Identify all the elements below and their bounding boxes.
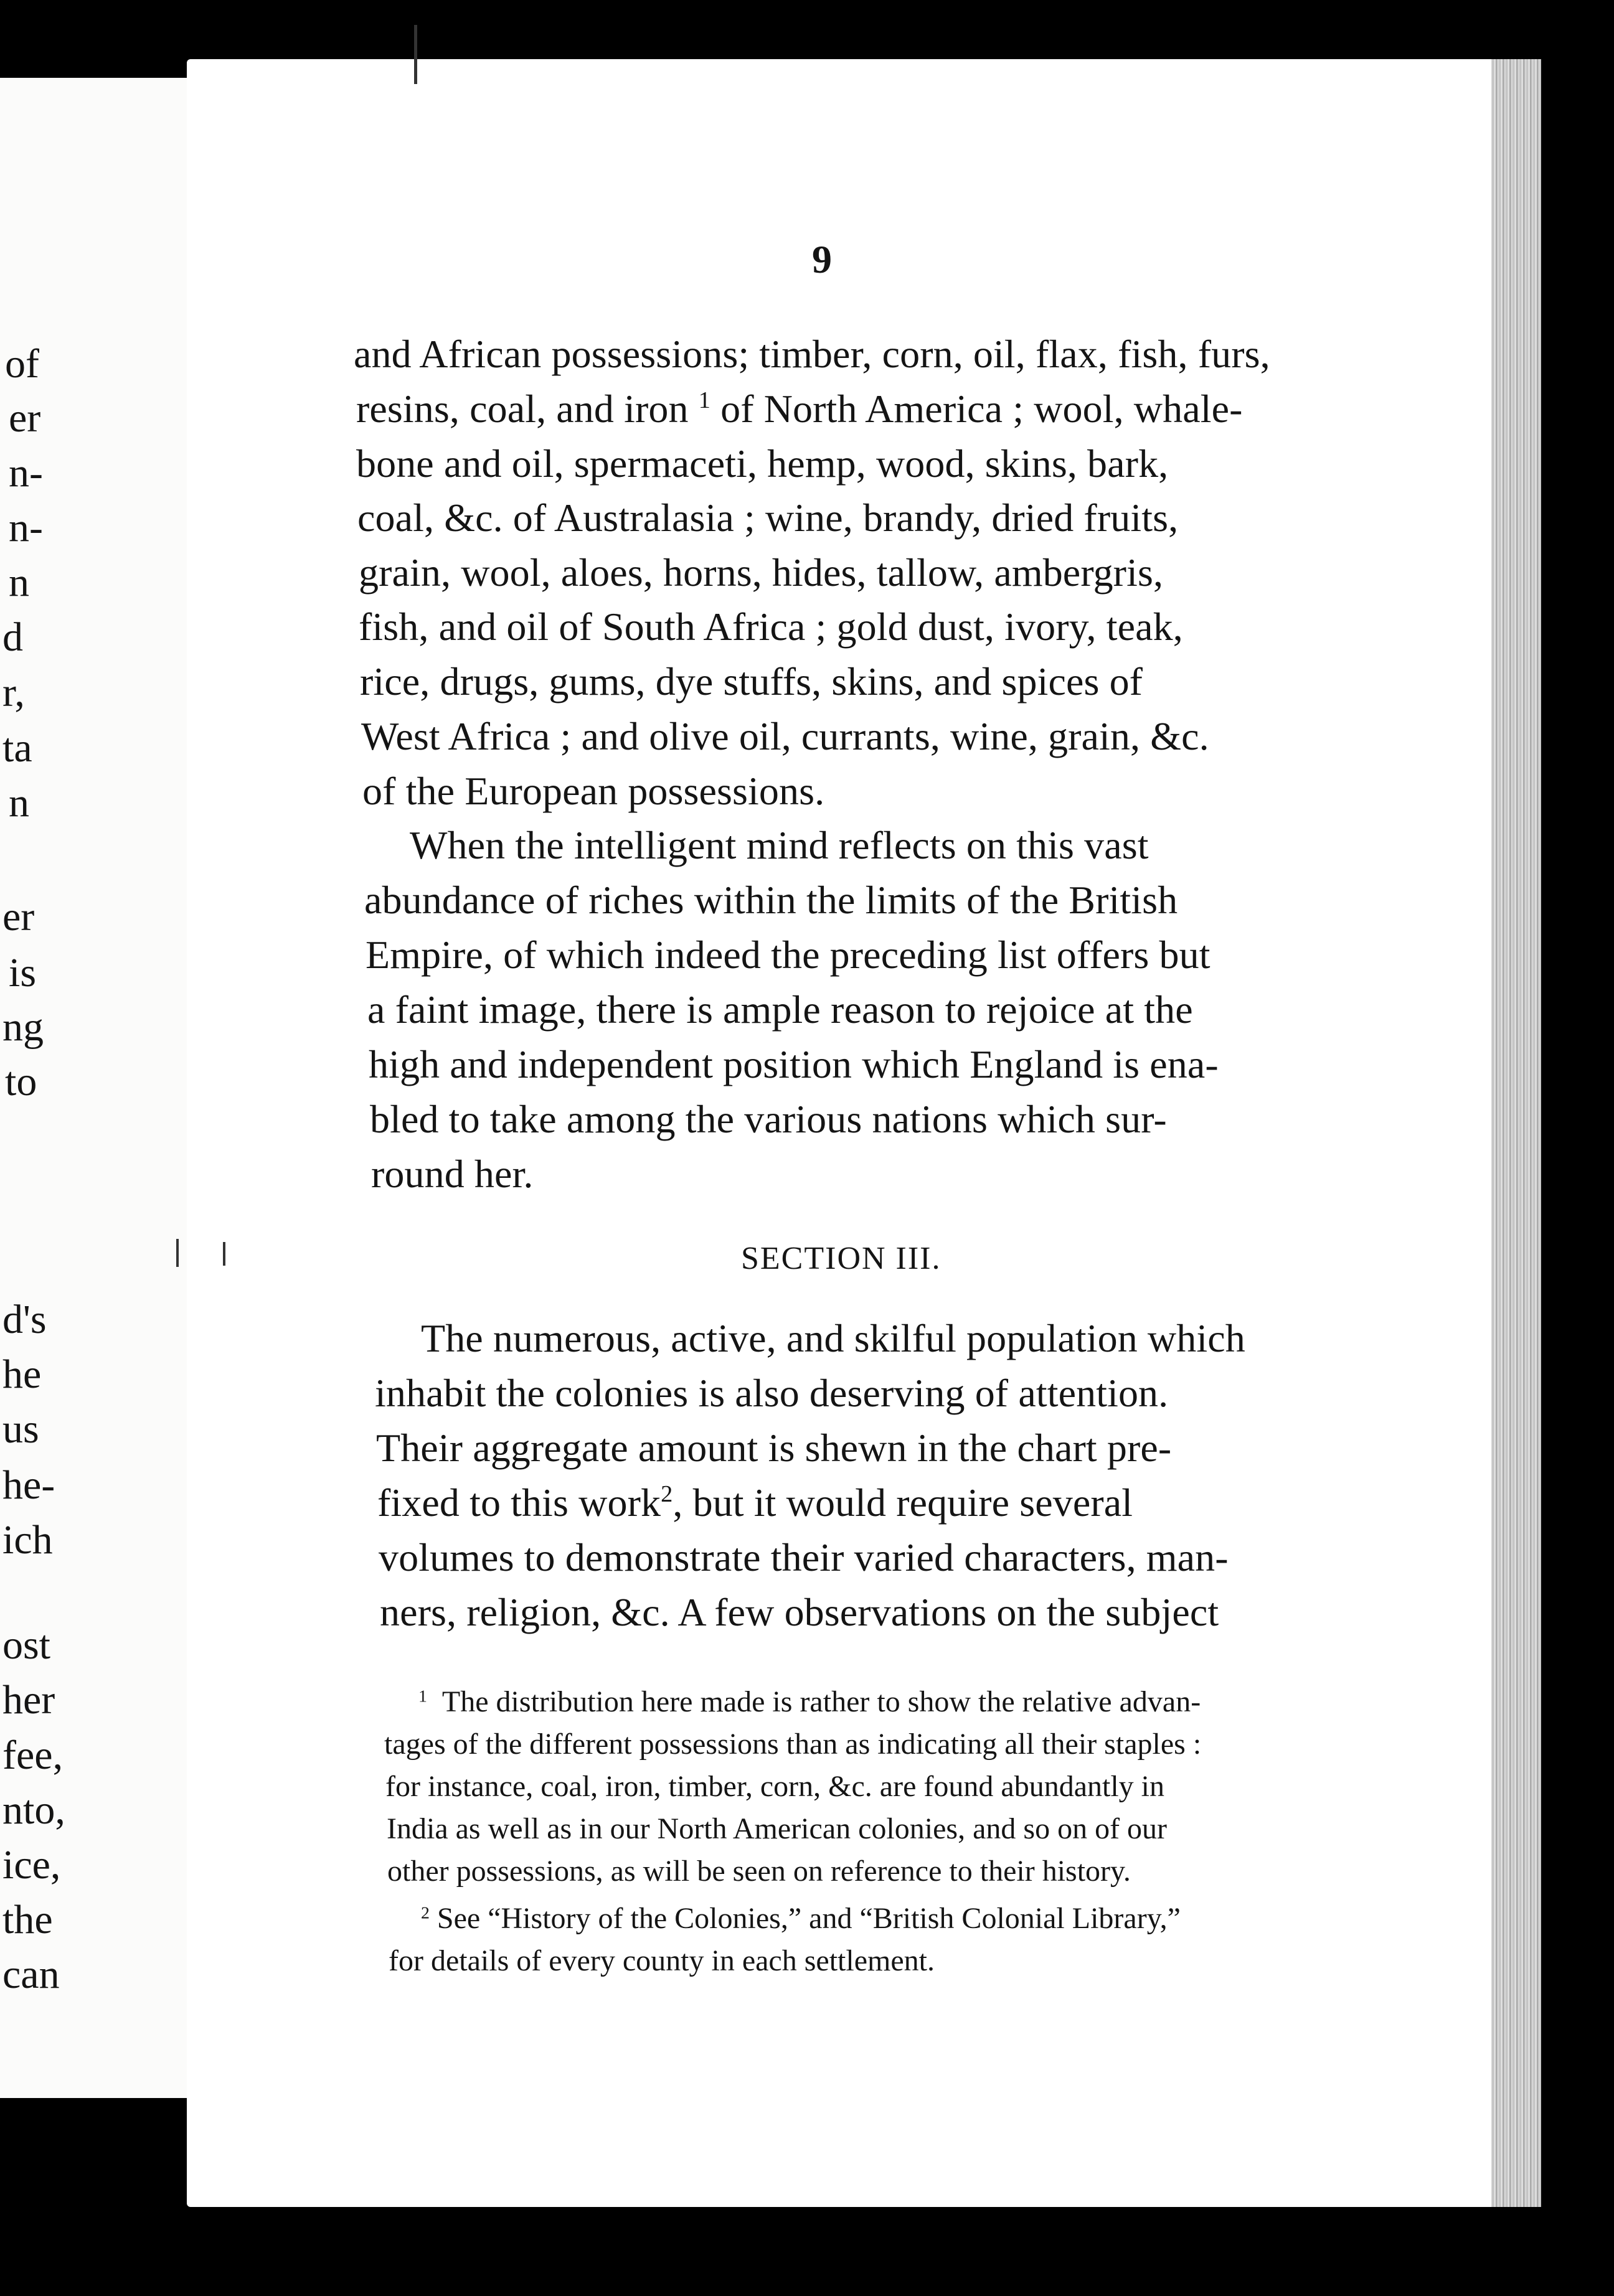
text-line: of the European possessions. xyxy=(362,769,825,813)
left-page-fragment: the xyxy=(2,1897,53,1942)
text-line: fish, and oil of South Africa ; gold dust, ivory, teak, xyxy=(359,605,1183,649)
footnote-ref-1[interactable]: 1 xyxy=(698,387,711,413)
text-line: abundance of riches within the limits of the British xyxy=(364,878,1178,922)
text-line: a faint image, there is ample reason to rejoice at the xyxy=(367,987,1193,1032)
left-page-fragment: nto, xyxy=(2,1787,65,1833)
left-page-fragment: n- xyxy=(9,450,43,496)
text-line: When the intelligent mind reflects on this vast xyxy=(410,823,1149,867)
text-line: Empire, of which indeed the preceding list offers but xyxy=(366,933,1210,977)
footnote-1-line: for instance, coal, iron, timber, corn, &c. are found abundantly in xyxy=(385,1770,1164,1803)
footnote-1-marker: 1 xyxy=(418,1687,427,1706)
text-line: fixed to this work$^2$, but it would require several xyxy=(377,1480,1133,1525)
text-line: West Africa ; and olive oil, currants, wine, grain, &c. xyxy=(361,714,1209,758)
footnote-ref-2[interactable]: 2 xyxy=(661,1480,673,1507)
left-page-fragment: d's xyxy=(2,1297,47,1342)
section-heading: SECTION III. xyxy=(741,1241,942,1276)
text-line: bone and oil, spermaceti, hemp, wood, skins, bark, xyxy=(356,441,1169,486)
left-page-fragment: ng xyxy=(2,1004,44,1050)
left-page-fragment: ta xyxy=(2,725,32,771)
left-facing-page xyxy=(0,78,215,2098)
text-line: high and independent position which England is ena- xyxy=(369,1042,1219,1086)
left-page-fragment: is xyxy=(9,950,37,995)
left-page-fragment: ice, xyxy=(2,1842,61,1888)
left-page-fragment: er xyxy=(9,395,41,441)
scan-mark xyxy=(223,1242,225,1266)
footnote-2-line: $^2$ See “History of the Colonies,” and “British Colonial Library,” xyxy=(421,1902,1181,1935)
footnote-1-line: other possessions, as will be seen on reference to their history. xyxy=(387,1855,1131,1888)
page-edges xyxy=(1491,59,1541,2207)
text-line: volumes to demonstrate their varied characters, man- xyxy=(379,1535,1229,1579)
footnote-1-line: India as well as in our North American colonies, and so on of our xyxy=(387,1812,1168,1845)
text-line: coal, &c. of Australasia ; wine, brandy, dried fruits, xyxy=(357,496,1179,540)
text-line: inhabit the colonies is also deserving of attention. xyxy=(375,1371,1169,1415)
page-number: 9 xyxy=(812,237,832,281)
text-line: resins, coal, and iron $^1$ of North America ; wool, whale- xyxy=(356,387,1243,431)
text-line: rice, drugs, gums, dye stuffs, skins, and spices of xyxy=(360,659,1143,703)
left-page-fragment: n xyxy=(9,780,29,826)
footnote-1-line: tages of the different possessions than as indicating all their staples : xyxy=(384,1728,1202,1761)
left-page-fragment: her xyxy=(2,1677,55,1723)
text-line: The numerous, active, and skilful population which xyxy=(421,1316,1245,1360)
scan-mark xyxy=(414,25,417,84)
left-page-fragment: of xyxy=(5,341,39,387)
footnote-2-marker: 2 xyxy=(421,1903,430,1923)
left-page-fragment: ich xyxy=(2,1517,53,1563)
left-page-fragment: to xyxy=(5,1059,37,1104)
scan-mark xyxy=(176,1239,179,1267)
left-page-fragment: n xyxy=(9,560,29,605)
left-page-fragment: ost xyxy=(2,1622,51,1668)
footnote-2-line: for details of every county in each settlement. xyxy=(389,1944,935,1977)
footnote-1-line: $^1$ The distribution here made is rather to show the relative advan- xyxy=(418,1685,1201,1718)
text-line: grain, wool, aloes, horns, hides, tallow, ambergris, xyxy=(359,550,1164,595)
text-line: bled to take among the various nations which sur- xyxy=(370,1097,1167,1141)
left-page-fragment: he- xyxy=(2,1462,55,1508)
text-line: round her. xyxy=(371,1152,534,1196)
text-line: ners, religion, &c. A few observations on the subject xyxy=(380,1590,1219,1634)
text-line: and African possessions; timber, corn, oil, flax, fish, furs, xyxy=(354,332,1270,376)
left-page-fragment: us xyxy=(2,1406,39,1452)
left-page-fragment: can xyxy=(2,1952,60,1997)
left-page-fragment: d xyxy=(2,614,23,660)
text-line: Their aggregate amount is shewn in the chart pre- xyxy=(376,1426,1172,1470)
left-page-fragment: he xyxy=(2,1352,42,1397)
left-page-fragment: er xyxy=(2,894,35,939)
left-page-fragment: n- xyxy=(9,505,43,550)
left-page-fragment: r, xyxy=(2,670,25,715)
left-page-fragment: fee, xyxy=(2,1733,64,1778)
